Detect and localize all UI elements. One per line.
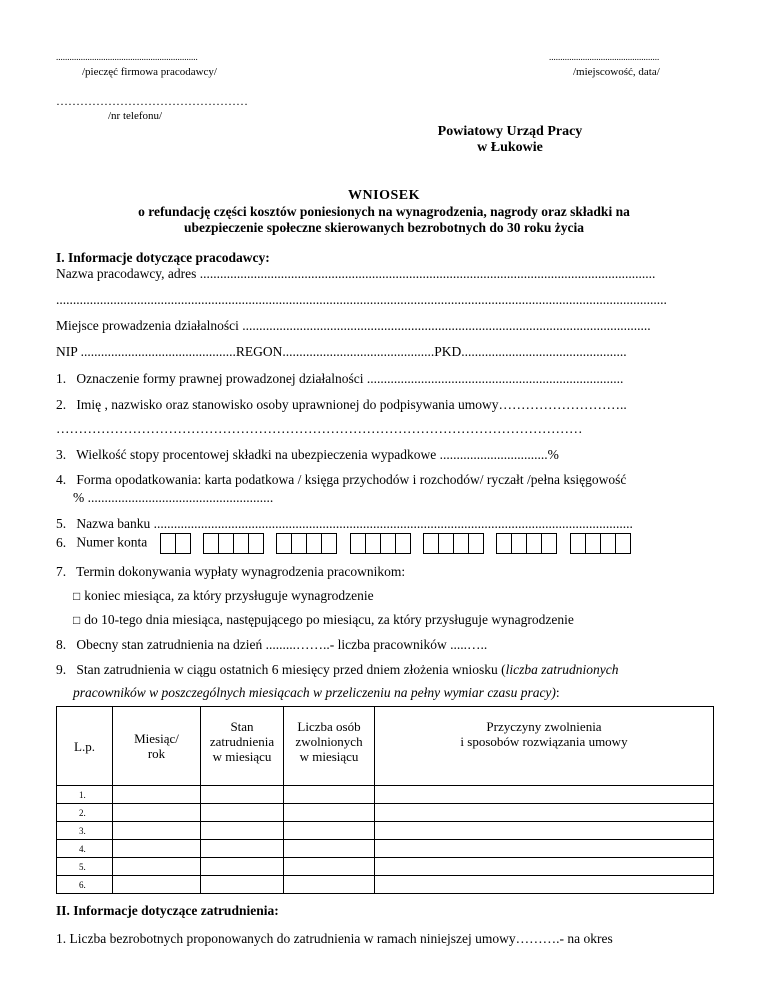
- item-number: 7.: [56, 564, 67, 579]
- header-lp-label: L.p.: [74, 738, 95, 754]
- phone-label: /nr telefonu/: [108, 110, 163, 122]
- cell-state[interactable]: [201, 876, 284, 894]
- employer-address-field[interactable]: .....................................................................................................................................................................................: [56, 292, 667, 307]
- stamp-dots: ...............................................................: [56, 52, 198, 62]
- item-accident-rate[interactable]: [56, 447, 559, 463]
- cell-dismissed[interactable]: [284, 804, 375, 822]
- office-name: Powiatowy Urząd Pracy: [437, 124, 583, 139]
- section2-heading: II. Informacje dotyczące zatrudnienia:: [56, 903, 279, 918]
- payment-option-end-of-month[interactable]: [73, 588, 374, 604]
- account-digit-box[interactable]: [291, 533, 307, 554]
- account-digit-box[interactable]: [570, 533, 586, 554]
- cell-reasons[interactable]: [375, 822, 714, 840]
- table-row: [57, 804, 714, 822]
- item-text: pracowników w poszczególnych miesiącach w przeliczeniu na pełny wymiar czasu pracy): [73, 685, 556, 700]
- item-taxation-form[interactable]: [56, 472, 626, 488]
- account-digit-box[interactable]: [585, 533, 601, 554]
- cell-state[interactable]: [201, 822, 284, 840]
- row-number: 1.: [57, 786, 113, 804]
- item-text-italic: liczba zatrudnionych: [505, 662, 619, 677]
- cell-reasons[interactable]: [375, 840, 714, 858]
- employer-name-field[interactable]: Nazwa pracodawcy, adres .......................................................................................................................................: [56, 266, 656, 281]
- document-subtitle-line2: ubezpieczenie społeczne skierowanych bezrobotnych do 30 roku życia: [183, 220, 585, 235]
- checkbox-icon[interactable]: □: [73, 589, 81, 603]
- item-taxation-percent[interactable]: [73, 490, 273, 506]
- account-digit-box[interactable]: [526, 533, 542, 554]
- header-reasons: [375, 707, 714, 786]
- header-dismissed-line2: zwolnionych: [295, 734, 363, 749]
- account-digit-box[interactable]: [233, 533, 249, 554]
- account-boxes-group-4[interactable]: [351, 533, 411, 554]
- account-digit-box[interactable]: [600, 533, 616, 554]
- cell-reasons[interactable]: [375, 876, 714, 894]
- item-text: Stan zatrudnienia w ciągu ostatnich 6 miesięcy przed dniem złożenia wniosku (: [76, 662, 506, 677]
- header-state-line2: zatrudnienia: [209, 734, 275, 749]
- option-label: do 10-tego dnia miesiąca, następującego po miesiącu, za który przysługuje wynagrodzenie: [84, 612, 574, 627]
- checkbox-icon[interactable]: □: [73, 613, 81, 627]
- item-payment-date: [56, 564, 405, 580]
- cell-dismissed[interactable]: [284, 876, 375, 894]
- item-text: Nazwa banku ..............................................................................................................................................: [76, 516, 633, 531]
- header-month: [113, 707, 201, 786]
- account-digit-box[interactable]: [306, 533, 322, 554]
- payment-option-10th-day[interactable]: [73, 612, 574, 628]
- account-digit-box[interactable]: [321, 533, 337, 554]
- cell-dismissed[interactable]: [284, 858, 375, 876]
- header-month-line2: rok: [147, 746, 166, 761]
- item-current-employment[interactable]: [56, 637, 487, 653]
- table-header-row: [57, 707, 714, 786]
- item-number: 3.: [56, 447, 67, 462]
- item-number: 6.: [56, 534, 67, 550]
- account-digit-box[interactable]: [248, 533, 264, 554]
- cell-dismissed[interactable]: [284, 786, 375, 804]
- item-text: % .......................................................: [73, 490, 274, 505]
- item-authorized-person[interactable]: [56, 397, 627, 413]
- option-label: koniec miesiąca, za który przysługuje wynagrodzenie: [84, 588, 374, 603]
- item-account-number: [56, 533, 631, 554]
- cell-state[interactable]: [201, 858, 284, 876]
- cell-state[interactable]: [201, 786, 284, 804]
- header-state: [201, 707, 284, 786]
- table-row: [57, 786, 714, 804]
- header-dismissed: [284, 707, 375, 786]
- cell-state[interactable]: [201, 840, 284, 858]
- item-number: 5.: [56, 516, 67, 531]
- row-number: 3.: [57, 822, 113, 840]
- cell-dismissed[interactable]: [284, 822, 375, 840]
- place-date-label: /miejscowość, data/: [573, 66, 660, 78]
- item-legal-form[interactable]: [56, 371, 623, 387]
- item-employment-history: [56, 662, 619, 678]
- item-text: Imię , nazwisko oraz stanowisko osoby uprawnionej do podpisywania umowy………………………..: [76, 397, 627, 412]
- header-reasons-line2: i sposobów rozwiązania umowy: [460, 734, 628, 749]
- account-digit-box[interactable]: [511, 533, 527, 554]
- account-digit-box[interactable]: [203, 533, 219, 554]
- row-number: 6.: [57, 876, 113, 894]
- cell-month[interactable]: [113, 822, 201, 840]
- account-boxes-group-3[interactable]: [277, 533, 337, 554]
- table-row: [57, 876, 714, 894]
- item-authorized-person-cont[interactable]: [56, 421, 583, 437]
- table-row: [57, 858, 714, 876]
- item-text: Wielkość stopy procentowej składki na ubezpieczenia wypadkowe ................................%: [76, 447, 559, 462]
- account-boxes-group-5[interactable]: [424, 533, 484, 554]
- account-boxes-group-1[interactable]: [161, 533, 191, 554]
- table-row: [57, 822, 714, 840]
- item-bank-name[interactable]: [56, 516, 633, 532]
- account-digit-box[interactable]: [615, 533, 631, 554]
- item-text: Numer konta: [76, 534, 148, 550]
- item-text: ………………………………………………………………………………………………………: [56, 421, 583, 436]
- row-number: 2.: [57, 804, 113, 822]
- row-number: 5.: [57, 858, 113, 876]
- item-number: 2.: [56, 397, 67, 412]
- item-text-end: :: [555, 685, 560, 700]
- cell-reasons[interactable]: [375, 786, 714, 804]
- item-number: 8.: [56, 637, 67, 652]
- account-digit-box[interactable]: [423, 533, 439, 554]
- cell-month[interactable]: [113, 858, 201, 876]
- cell-reasons[interactable]: [375, 804, 714, 822]
- account-digit-box[interactable]: [380, 533, 396, 554]
- item-number: 1.: [56, 371, 67, 386]
- cell-month[interactable]: [113, 840, 201, 858]
- item-number: 9.: [56, 662, 67, 677]
- item-text: Forma opodatkowania: karta podatkowa / księga przychodów i rozchodów/ ryczałt /pełna księgowość: [76, 472, 627, 487]
- header-reasons-line1: Przyczyny zwolnienia: [486, 719, 602, 734]
- account-digit-box[interactable]: [468, 533, 484, 554]
- place-date-dots: .................................................: [549, 52, 660, 62]
- stamp-label: /pieczęć firmowa pracodawcy/: [82, 66, 217, 78]
- header-month-line1: Miesiąc/: [134, 731, 179, 746]
- header-lp: [57, 707, 113, 786]
- account-digit-box[interactable]: [453, 533, 469, 554]
- employment-table: [56, 706, 714, 894]
- account-digit-box[interactable]: [175, 533, 191, 554]
- cell-month[interactable]: [113, 804, 201, 822]
- item-text: Oznaczenie formy prawnej prowadzonej działalności ............................................................................: [76, 371, 624, 386]
- section1-heading: I. Informacje dotyczące pracodawcy:: [56, 250, 270, 265]
- account-digit-box[interactable]: [365, 533, 381, 554]
- account-boxes-group-6[interactable]: [497, 533, 557, 554]
- cell-reasons[interactable]: [375, 858, 714, 876]
- cell-state[interactable]: [201, 804, 284, 822]
- document-subtitle-line1: o refundację części kosztów poniesionych na wynagrodzenia, nagrody oraz składki na: [138, 204, 630, 219]
- place-activity-field[interactable]: Miejsce prowadzenia działalności .........................................................................................................................: [56, 318, 651, 333]
- account-digit-box[interactable]: [541, 533, 557, 554]
- document-title: WNIOSEK: [348, 188, 420, 203]
- account-digit-box[interactable]: [350, 533, 366, 554]
- header-dismissed-line1: Liczba osób: [297, 719, 361, 734]
- office-city: w Łukowie: [477, 140, 543, 155]
- account-digit-box[interactable]: [276, 533, 292, 554]
- header-dismissed-line3: w miesiącu: [299, 749, 359, 764]
- cell-month[interactable]: [113, 786, 201, 804]
- account-boxes-group-7[interactable]: [571, 533, 631, 554]
- item-text: Termin dokonywania wypłaty wynagrodzenia pracownikom:: [76, 564, 406, 579]
- header-state-line1: Stan: [230, 719, 254, 734]
- account-boxes-group-2[interactable]: [204, 533, 264, 554]
- account-digit-box[interactable]: [496, 533, 512, 554]
- row-number: 4.: [57, 840, 113, 858]
- item-number: 4.: [56, 472, 67, 487]
- account-digit-box[interactable]: [438, 533, 454, 554]
- phone-dots: …………………………………………: [56, 94, 248, 108]
- header-state-line3: w miesiącu: [212, 749, 272, 764]
- cell-month[interactable]: [113, 876, 201, 894]
- table-row: [57, 840, 714, 858]
- cell-dismissed[interactable]: [284, 840, 375, 858]
- account-digit-box[interactable]: [218, 533, 234, 554]
- nip-regon-pkd-field[interactable]: NIP ..............................................REGON.............................................PKD.................................................: [56, 344, 627, 359]
- account-digit-box[interactable]: [395, 533, 411, 554]
- account-digit-box[interactable]: [160, 533, 176, 554]
- item-proposed-unemployed[interactable]: 1. Liczba bezrobotnych proponowanych do zatrudnienia w ramach niniejszej umowy……….- na okres: [56, 931, 613, 946]
- item-text: Obecny stan zatrudnienia na dzień .........……..- liczba pracowników .....…..: [76, 637, 488, 652]
- item-employment-history-cont: [73, 685, 560, 701]
